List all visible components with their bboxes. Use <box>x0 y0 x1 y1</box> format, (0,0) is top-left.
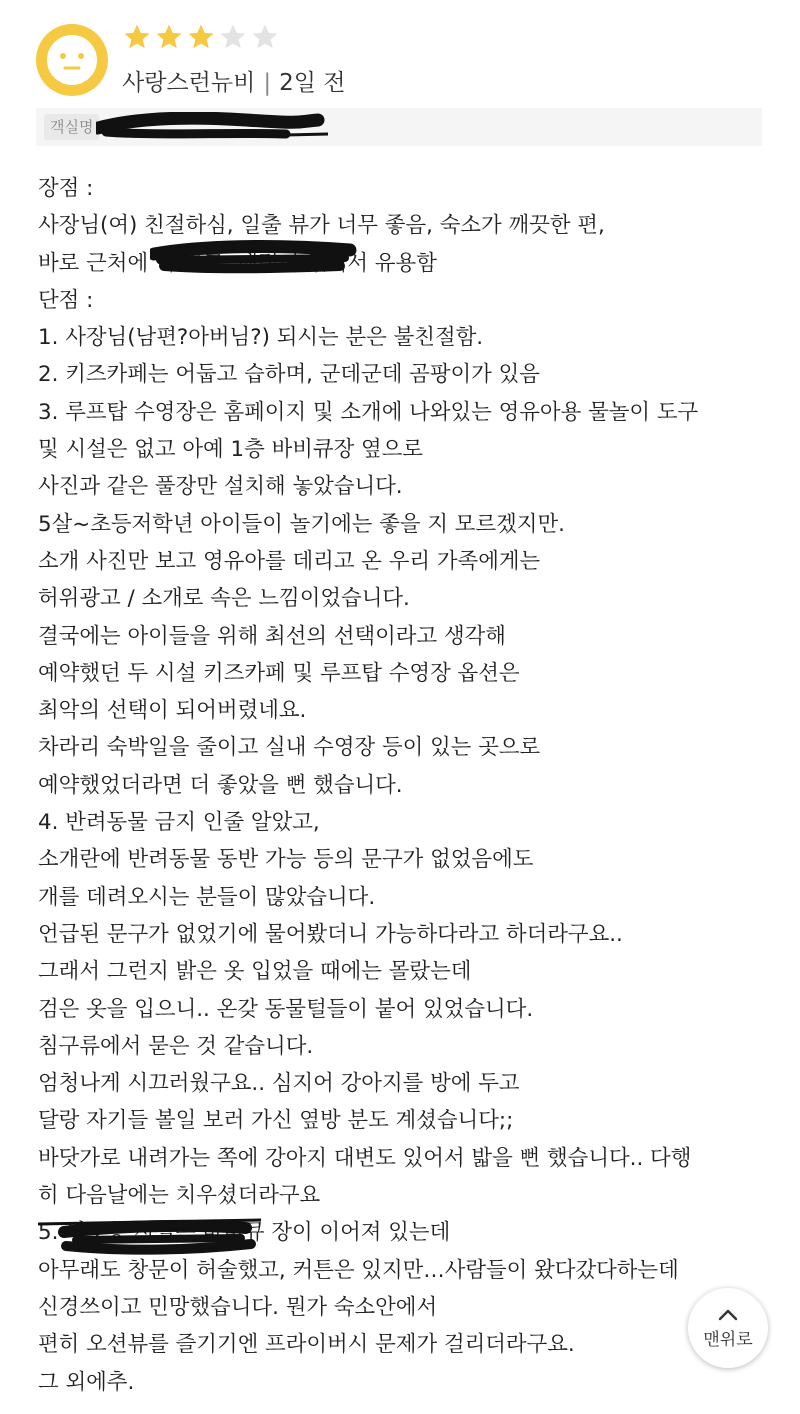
review-line: 소개란에 반려동물 동반 가능 등의 문구가 없었음에도 <box>38 847 534 873</box>
star-filled-icon <box>186 22 216 52</box>
review-line: 그 외에추. <box>38 1369 135 1395</box>
author-name: 사랑스런뉴비 <box>122 70 256 96</box>
redaction-mark <box>96 112 336 142</box>
smiley-face-icon <box>36 24 108 96</box>
review-line: 신경쓰이고 민망했습니다. 뭔가 숙소안에서 <box>38 1294 438 1320</box>
scroll-to-top-label: 맨위로 <box>703 1329 753 1350</box>
review-line: 사진과 같은 풀장만 설치해 놓았습니다. <box>38 474 403 500</box>
review-line: 1. 사장님(남편?아버님?) 되시는 분은 불친절함. <box>38 325 484 351</box>
review-line: 달랑 자기들 볼일 보러 가신 옆방 분도 계셨습니다;; <box>38 1108 514 1134</box>
review-line: 최악의 선택이 되어버렸네요. <box>38 698 307 724</box>
review-line: 그래서 그런지 밝은 옷 입었을 때에는 몰랐는데 <box>38 959 472 985</box>
review-line: 히 다음날에는 치우셨더라구요 <box>38 1183 321 1209</box>
star-filled-icon <box>122 22 152 52</box>
review-line: 5살~초등저학년 아이들이 놀기에는 좋을 지 모르겠지만. <box>38 511 565 537</box>
meta-separator: | <box>263 70 272 96</box>
review-line: 결국에는 아이들을 위해 최선의 선택이라고 생각해 <box>38 623 506 649</box>
review-line: 침구류에서 묻은 것 같습니다. <box>38 1033 314 1059</box>
star-empty-icon <box>250 22 280 52</box>
chevron-up-icon <box>716 1307 740 1323</box>
review-line: 단점 : <box>38 287 94 313</box>
review-line: 예약했던 두 시설 키즈카페 및 루프탑 수영장 옵션은 <box>38 660 520 686</box>
redaction-mark <box>36 1214 266 1260</box>
room-info-bar <box>36 108 762 146</box>
review-line: 5. 의 2층 시설은 바비큐 장이 이어져 있는데 <box>38 1220 451 1246</box>
review-line: 개를 데려오시는 분들이 많았습니다. <box>38 884 376 910</box>
review-line: 바로 근처에 이 있고, 매점이 있어서 유용함 <box>38 250 437 276</box>
review-line: 검은 옷을 입으니.. 온갖 동물털들이 붙어 있었습니다. <box>38 996 534 1022</box>
redaction-mark <box>150 240 360 280</box>
review-line: 사장님(여) 친절하심, 일출 뷰가 너무 좋음, 숙소가 깨끗한 편, <box>38 213 605 239</box>
review-line: 차라리 숙박일을 줄이고 실내 수영장 등이 있는 곳으로 <box>38 735 541 761</box>
review-line: 장점 : <box>38 176 94 201</box>
review-line: 언급된 문구가 없었기에 물어봤더니 가능하다라고 하더라구요.. <box>38 921 623 947</box>
review-line: 바닷가로 내려가는 쪽에 강아지 대변도 있어서 밟을 뻔 했습니다.. 다행 <box>38 1145 692 1171</box>
star-rating <box>122 22 280 54</box>
review-line: 및 시설은 없고 아예 1층 바비큐장 옆으로 <box>38 437 424 463</box>
review-line: 편히 오션뷰를 즐기기엔 프라이버시 문제가 걸리더라구요. <box>38 1332 575 1358</box>
room-tag: 객실명 <box>44 114 99 140</box>
star-filled-icon <box>154 22 184 52</box>
review-line: 소개 사진만 보고 영유아를 데리고 온 우리 가족에게는 <box>38 548 541 574</box>
review-line: 2. 키즈카페는 어둡고 습하며, 군데군데 곰팡이가 있음 <box>38 362 540 388</box>
review-time: 2일 전 <box>279 70 346 96</box>
review-line: 예약했었더라면 더 좋았을 뻔 했습니다. <box>38 772 403 798</box>
review-line: 허위광고 / 소개로 속은 느낌이었습니다. <box>38 586 410 612</box>
star-empty-icon <box>218 22 248 52</box>
review-line: 4. 반려동물 금지 인줄 알았고, <box>38 810 320 836</box>
scroll-to-top-button[interactable] <box>688 1288 768 1368</box>
review-meta <box>122 64 345 97</box>
review-header <box>36 22 766 102</box>
review-line: 3. 루프탑 수영장은 홈페이지 및 소개에 나와있는 영유아용 물놀이 도구 <box>38 399 699 425</box>
review-line: 엄청나게 시끄러웠구요.. 심지어 강아지를 방에 두고 <box>38 1071 520 1097</box>
review-line: 아무래도 창문이 허술했고, 커튼은 있지만…사람들이 왔다갔다하는데 <box>38 1257 679 1283</box>
